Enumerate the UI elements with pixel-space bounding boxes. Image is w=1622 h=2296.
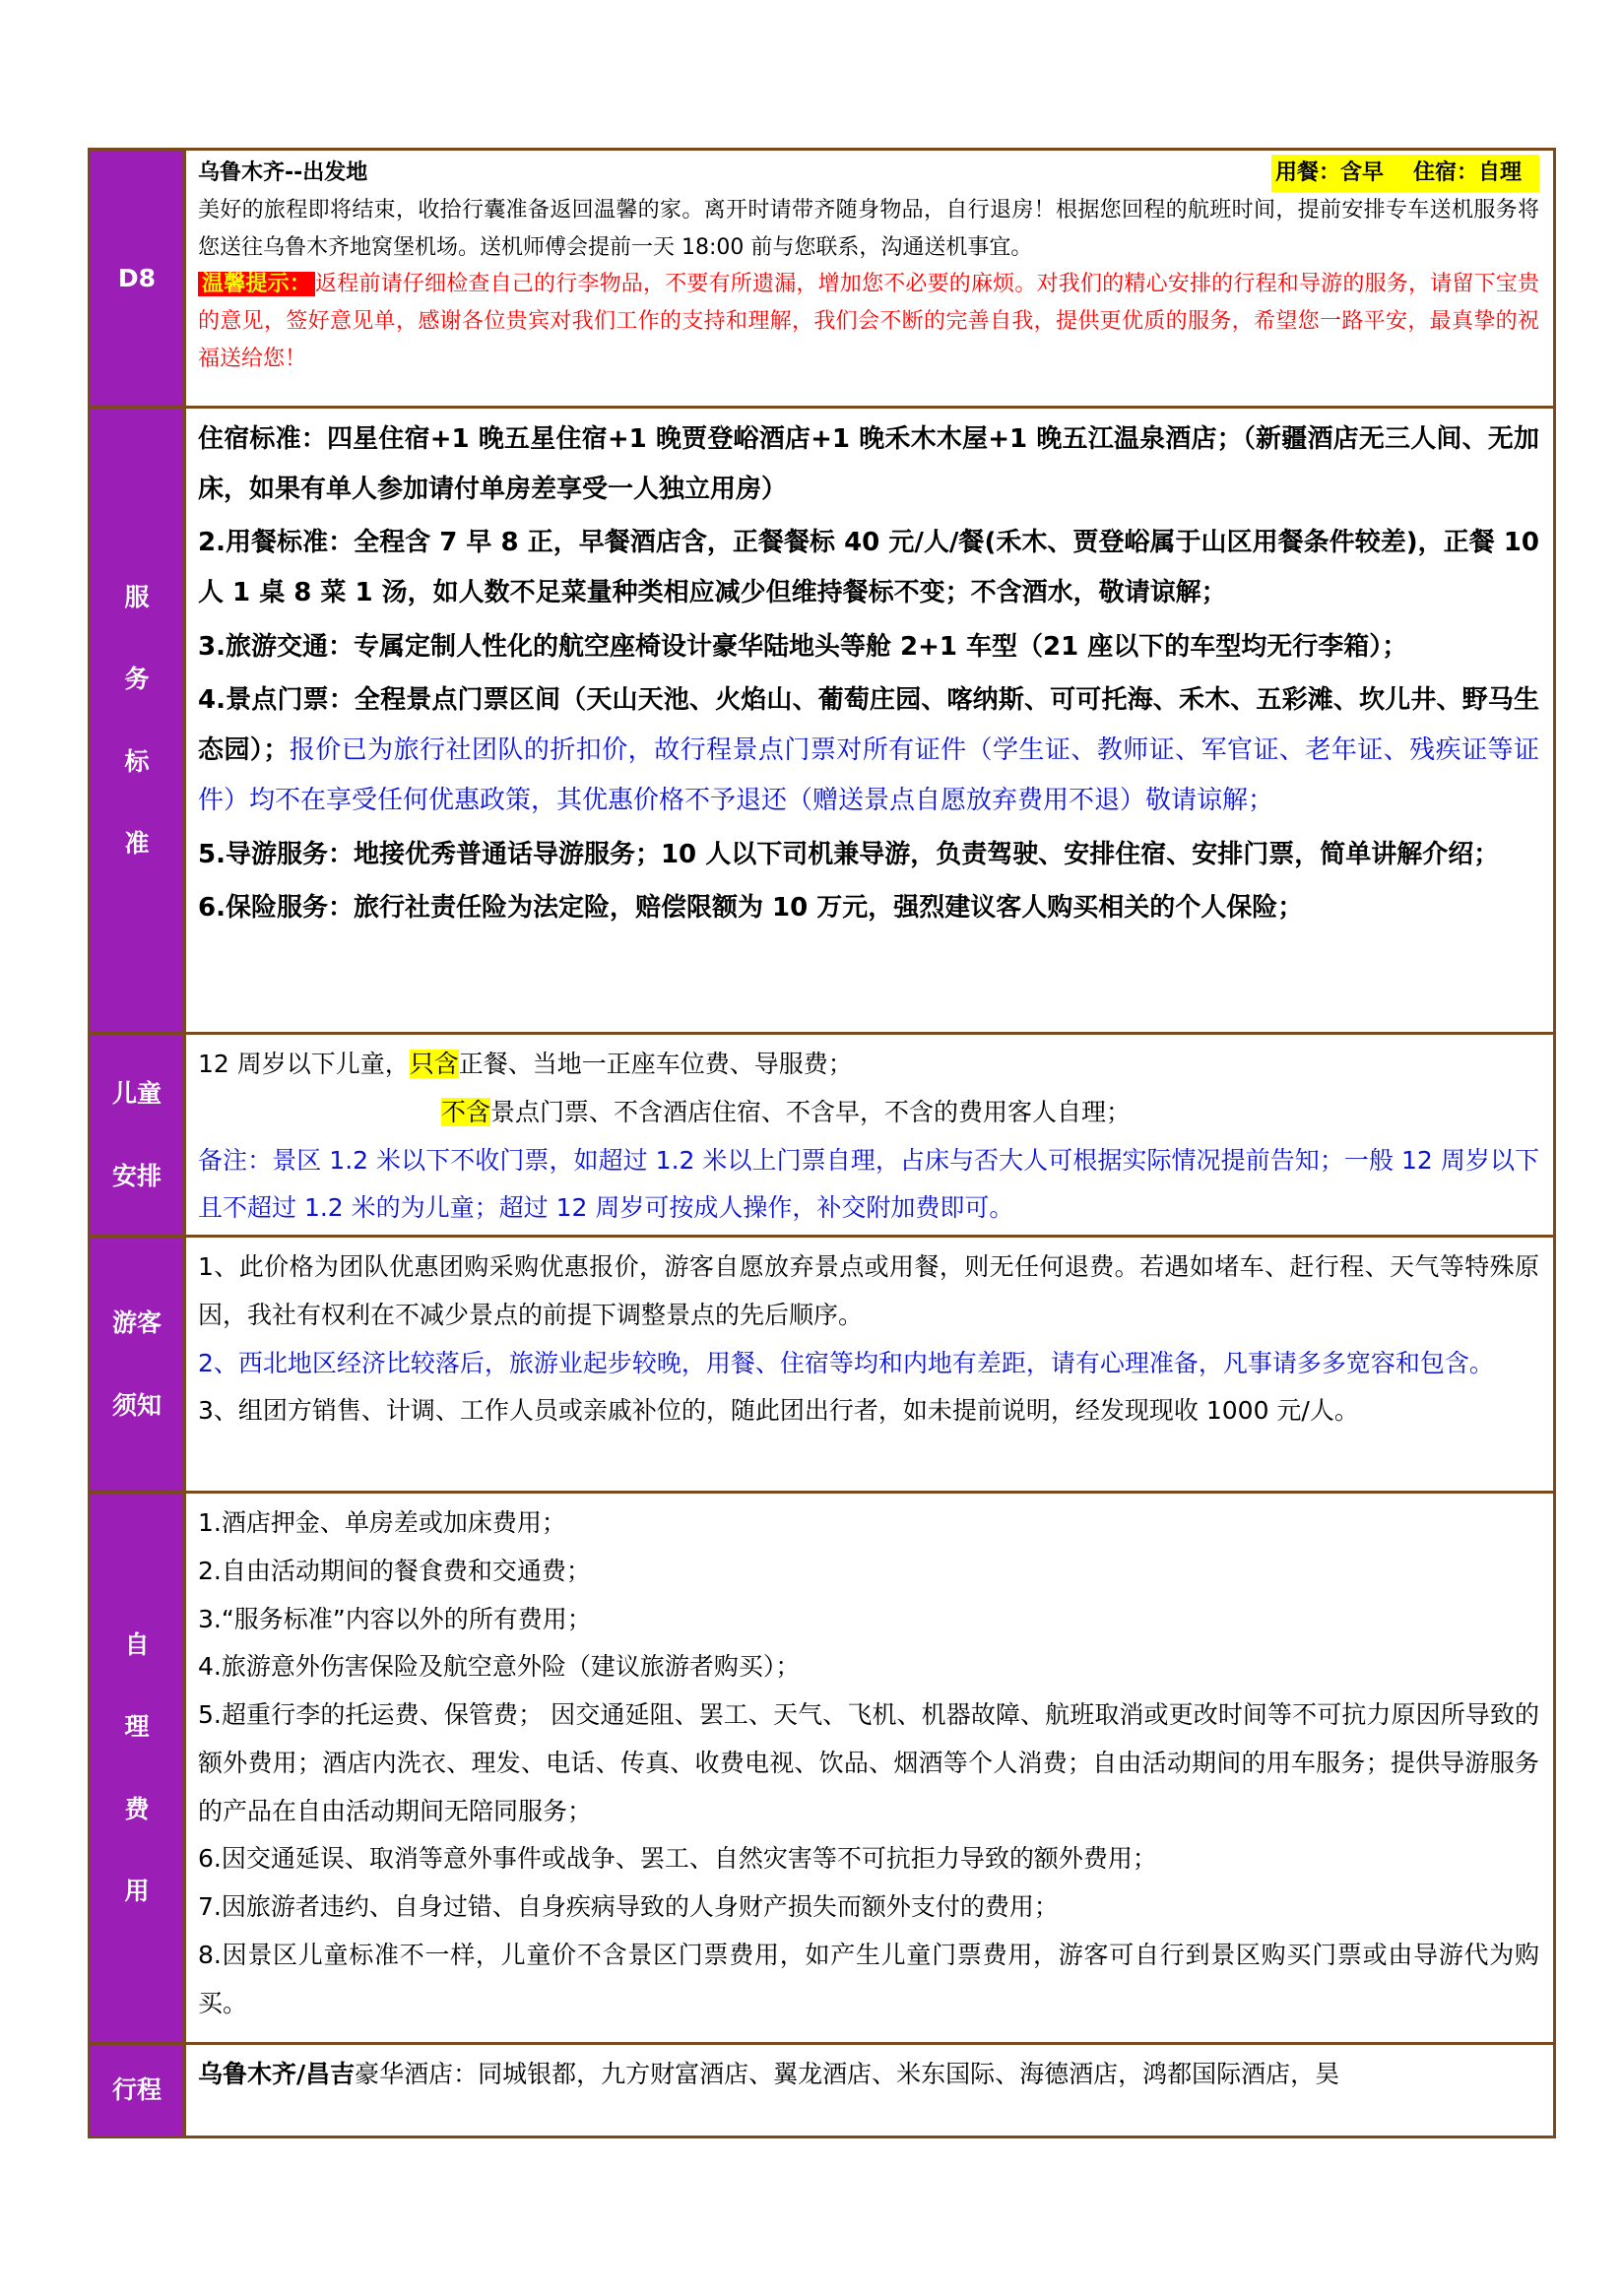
notice-label <box>91 1238 186 1491</box>
itinerary-content <box>186 2045 1556 2136</box>
selfpay-item: 1.酒店押金、单房差或加床费用； <box>198 1508 566 1537</box>
selfpay-label <box>91 1494 186 2042</box>
itinerary-label-text: 行程 <box>111 2075 162 2105</box>
day-label <box>91 151 186 406</box>
itinerary-label <box>91 2045 186 2136</box>
day-label-text: D8 <box>117 263 157 292</box>
children-line-2 <box>198 1089 1539 1137</box>
notice-content <box>186 1238 1556 1491</box>
label-char: 理 <box>124 1712 150 1741</box>
label-char: 安排 <box>111 1161 162 1190</box>
children-line-2-post: 景点门票、不含酒店住宿、不含早，不含的费用客人自理； <box>490 1097 1132 1126</box>
tickets-scope: 4.景点门票：全程景点门票区间（天山天池、火焰山、葡萄庄园、喀纳斯、可可托海、禾木、五彩滩、坎儿井、野马生态园）； <box>198 685 1539 766</box>
tip-text: 返程前请仔细检查自己的行李物品，不要有所遗漏，增加您不必要的麻烦。对我们的精心安排的行程和导游的服务，请留下宝贵的意见，签好意见单，感谢各位贵宾对我们工作的支持和理解，我们会不断的完善自我，提供更优质的服务，希望您一路平安，最真挚的祝福送给您！ <box>198 272 1539 372</box>
label-char: 服 <box>124 582 150 611</box>
label-char: 标 <box>124 746 150 776</box>
children-only-includes: 只含 <box>409 1050 459 1078</box>
children-line-1-pre: 12 周岁以下儿童， <box>198 1050 410 1078</box>
selfpay-item: 6.因交通延误、取消等意外事件或战争、罢工、自然灾害等不可抗拒力导致的额外费用； <box>198 1844 1157 1874</box>
selfpay-item: 3.“服务标准”内容以外的所有费用； <box>198 1604 592 1633</box>
tip-tag: 温馨提示： <box>198 272 315 296</box>
label-char: 自 <box>124 1629 150 1659</box>
row-self-pay <box>91 1494 1556 2045</box>
row-children <box>91 1035 1556 1238</box>
label-char: 费 <box>124 1794 150 1823</box>
service-label <box>91 409 186 1032</box>
day-header <box>198 155 1539 192</box>
service-meals: 2.用餐标准：全程含 7 早 8 正，早餐酒店含，正餐餐标 40 元/人/餐(禾木、贾登峪属于山区用餐条件较差)，正餐 10 人 1 桌 8 菜 1 汤，如人数不足菜量种类相应减少但维持餐标不变；不含酒水，敬请谅解； <box>198 528 1539 608</box>
day-content <box>186 151 1556 406</box>
label-char: 准 <box>124 829 150 858</box>
day-title: 乌鲁木齐--出发地 <box>198 160 368 185</box>
label-char: 儿童 <box>111 1079 162 1108</box>
selfpay-item: 4.旅游意外伤害保险及航空意外险（建议旅游者购买）； <box>198 1652 801 1682</box>
service-hotel: 住宿标准：四星住宿+1 晚五星住宿+1 晚贾登峪酒店+1 晚禾木木屋+1 晚五江温泉酒店；（新疆酒店无三人间、无加床，如果有单人参加请付单房差享受一人独立用房） <box>198 424 1539 504</box>
meal-hotel-badge <box>1271 155 1539 192</box>
service-guide: 5.导游服务：地接优秀普通话导游服务；10 人以下司机兼导游，负责驾驶、安排住宿、安排门票，简单讲解介绍； <box>198 839 1500 869</box>
service-insurance: 6.保险服务：旅行社责任险为法定险，赔偿限额为 10 万元，强烈建议客人购买相关的个人保险； <box>198 893 1304 924</box>
label-char: 用 <box>124 1877 150 1905</box>
children-label <box>91 1035 186 1235</box>
meal-info: 用餐：含早 <box>1274 160 1384 185</box>
selfpay-item: 8.因景区儿童标准不一样，儿童价不含景区门票费用，如产生儿童门票费用，游客可自行到景区购买门票或由导游代为购买。 <box>198 1940 1539 2017</box>
itinerary-city: 乌鲁木齐/昌吉 <box>198 2060 356 2088</box>
service-content <box>186 409 1556 1032</box>
selfpay-item: 2.自由活动期间的餐食费和交通费； <box>198 1556 591 1585</box>
selfpay-content <box>186 1494 1556 2042</box>
itinerary-hotels: 豪华酒店：同城银都，九方财富酒店、翼龙酒店、米东国际、海德酒店，鸿都国际酒店，昊 <box>355 2060 1340 2088</box>
notice-item-1: 1、此价格为团队优惠团购采购优惠报价，游客自愿放弃景点或用餐，则无任何退费。若遇如堵车、赶行程、天气等特殊原因，我社有权利在不减少景点的前提下调整景点的先后顺序。 <box>198 1252 1539 1329</box>
notice-item-2: 2、西北地区经济比较落后，旅游业起步较晚，用餐、住宿等均和内地有差距，请有心理准备，凡事请多多宽容和包含。 <box>198 1348 1494 1377</box>
children-note: 备注：景区 1.2 米以下不收门票，如超过 1.2 米以上门票自理，占床与否大人可根据实际情况提前告知；一般 12 周岁以下且不超过 1.2 米的为儿童；超过 12 周岁可按成人操作，补交附加费即可。 <box>198 1145 1539 1223</box>
tickets-note: 报价已为旅行社团队的折扣价，故行程景点门票对所有证件（学生证、教师证、军官证、老年证、残疾证等证件）均不在享受任何优惠政策，其优惠价格不予退还（赠送景点自愿放弃费用不退）敬请谅解； <box>198 735 1539 815</box>
children-line-1 <box>198 1041 1539 1089</box>
row-itinerary <box>91 2045 1556 2138</box>
hotel-info: 住宿：自理 <box>1412 160 1522 185</box>
tip-paragraph <box>198 266 1539 377</box>
itinerary-table <box>88 148 1556 2138</box>
children-content <box>186 1035 1556 1235</box>
row-service-standard <box>91 409 1556 1035</box>
children-line-1-post: 正餐、当地一正座车位费、导服费； <box>458 1050 853 1078</box>
row-d8 <box>91 151 1556 409</box>
service-transport: 3.旅游交通：专属定制人性化的航空座椅设计豪华陆地头等舱 2+1 车型（21 座以下的车型均无行李箱）； <box>198 631 1408 662</box>
label-char: 须知 <box>111 1390 162 1420</box>
service-tickets <box>198 675 1539 825</box>
selfpay-item: 5.超重行李的托运费、保管费； 因交通延阻、罢工、天气、飞机、机器故障、航班取消或更改时间等不可抗力原因所导致的额外费用；酒店内洗衣、理发、电话、传真、收费电视、饮品、烟酒等个人消费；自由活动期间的用车服务；提供导游服务的产品在自由活动期间无陪同服务； <box>198 1700 1539 1825</box>
notice-item-3: 3、组团方销售、计调、工作人员或亲戚补位的，随此团出行者，如未提前说明，经发现现收 1000 元/人。 <box>198 1396 1359 1426</box>
day-description: 美好的旅程即将结束，收拾行囊准备返回温馨的家。离开时请带齐随身物品，自行退房！根据您回程的航班时间，提前安排专车送机服务将您送往乌鲁木齐地窝堡机场。送机师傅会提前一天 18:00 前与您联系，沟通送机事宜。 <box>198 197 1539 260</box>
row-notice <box>91 1238 1556 1494</box>
label-char: 务 <box>124 665 150 693</box>
label-char: 游客 <box>111 1308 162 1337</box>
selfpay-item: 7.因旅游者违约、自身过错、自身疾病导致的人身财产损失而额外支付的费用； <box>198 1892 1059 1921</box>
children-excludes: 不含 <box>441 1097 491 1126</box>
